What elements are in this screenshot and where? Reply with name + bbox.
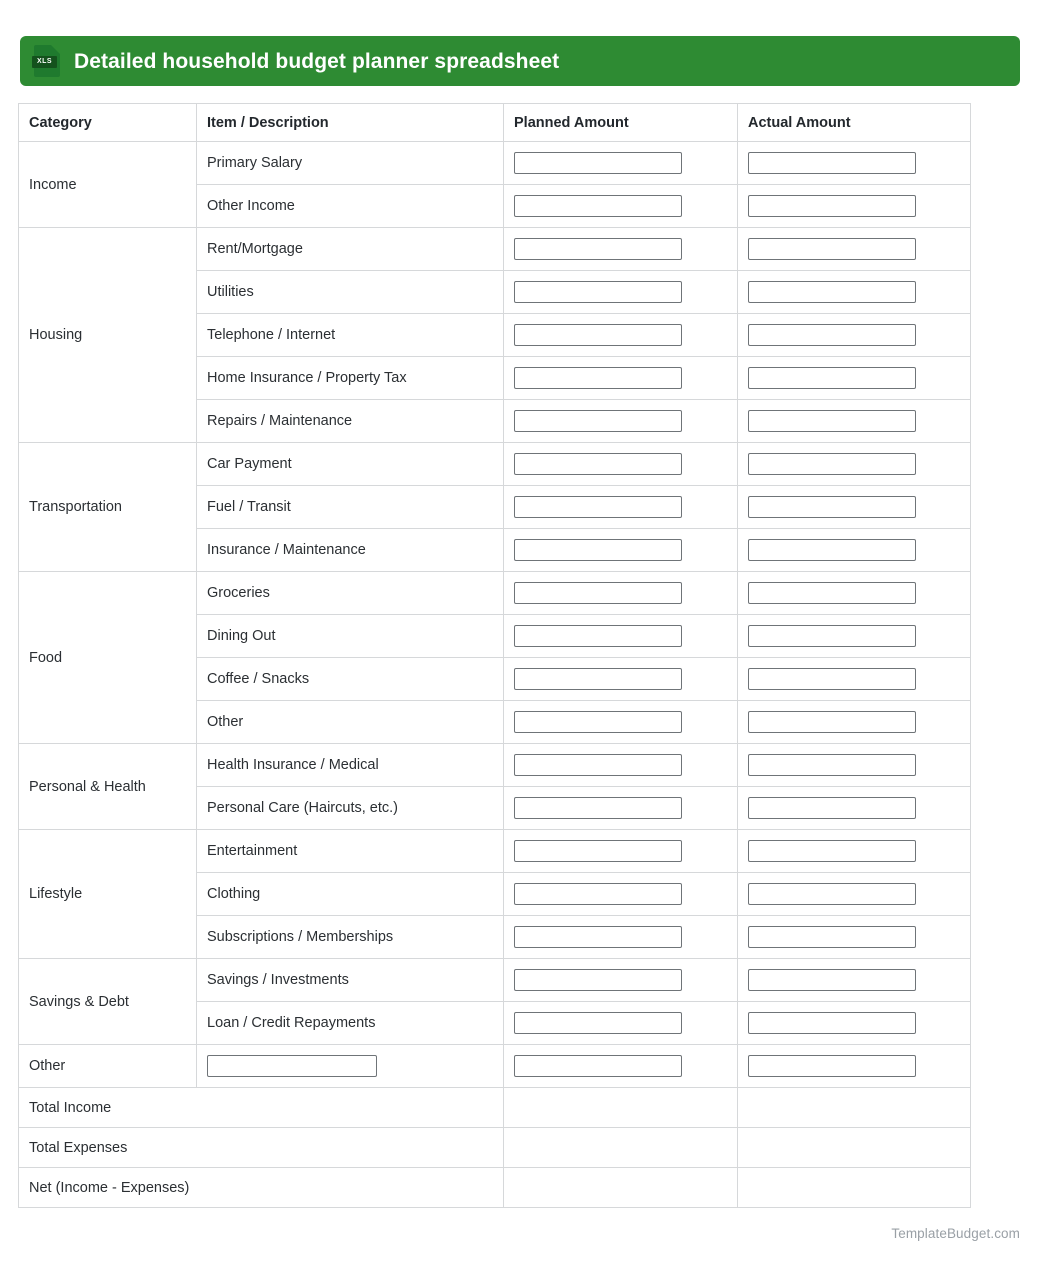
- item-description-cell-other: [197, 1045, 504, 1088]
- title-banner: [20, 36, 1020, 86]
- table-row: [19, 572, 971, 615]
- actual-amount-cell: [738, 873, 971, 916]
- actual-amount-cell: [738, 701, 971, 744]
- actual-amount-input[interactable]: [748, 238, 916, 260]
- planned-amount-input[interactable]: [514, 238, 682, 260]
- item-description-cell: Dining Out: [197, 615, 504, 658]
- planned-amount-input[interactable]: [514, 539, 682, 561]
- item-description-cell: Utilities: [197, 271, 504, 314]
- planned-amount-cell: [504, 443, 738, 486]
- planned-amount-cell: [504, 787, 738, 830]
- total-actual-cell: [738, 1088, 971, 1128]
- planned-amount-cell: [504, 1002, 738, 1045]
- actual-amount-cell: [738, 1045, 971, 1088]
- actual-amount-input[interactable]: [748, 539, 916, 561]
- planned-amount-cell: [504, 271, 738, 314]
- actual-amount-cell: [738, 916, 971, 959]
- table-total-row: [19, 1088, 971, 1128]
- item-description-cell: Groceries: [197, 572, 504, 615]
- item-description-cell: Home Insurance / Property Tax: [197, 357, 504, 400]
- total-planned-cell: [504, 1128, 738, 1168]
- item-description-cell: Rent/Mortgage: [197, 228, 504, 271]
- table-row: [19, 959, 971, 1002]
- actual-amount-input[interactable]: [748, 625, 916, 647]
- actual-amount-cell: [738, 572, 971, 615]
- planned-amount-input[interactable]: [514, 453, 682, 475]
- actual-amount-input[interactable]: [748, 797, 916, 819]
- item-description-cell: Other: [197, 701, 504, 744]
- actual-amount-input[interactable]: [748, 1055, 916, 1077]
- actual-amount-input[interactable]: [748, 496, 916, 518]
- actual-amount-input[interactable]: [748, 195, 916, 217]
- actual-amount-cell: [738, 830, 971, 873]
- total-actual-cell: [738, 1128, 971, 1168]
- planned-amount-cell: [504, 572, 738, 615]
- actual-amount-cell: [738, 744, 971, 787]
- table-row: [19, 744, 971, 787]
- actual-amount-cell: [738, 529, 971, 572]
- budget-table-wrapper: [18, 103, 970, 1208]
- total-label-cell: Total Income: [19, 1088, 504, 1128]
- item-description-cell: Fuel / Transit: [197, 486, 504, 529]
- actual-amount-cell: [738, 142, 971, 185]
- category-cell-other: Other: [19, 1045, 197, 1088]
- category-cell: Personal & Health: [19, 744, 197, 830]
- actual-amount-cell: [738, 400, 971, 443]
- table-row-other: [19, 1045, 971, 1088]
- actual-amount-input[interactable]: [748, 582, 916, 604]
- actual-amount-input[interactable]: [748, 754, 916, 776]
- planned-amount-input[interactable]: [514, 195, 682, 217]
- actual-amount-input[interactable]: [748, 324, 916, 346]
- planned-amount-input[interactable]: [514, 152, 682, 174]
- item-description-cell: Subscriptions / Memberships: [197, 916, 504, 959]
- planned-amount-input[interactable]: [514, 582, 682, 604]
- actual-amount-cell: [738, 443, 971, 486]
- planned-amount-cell: [504, 142, 738, 185]
- actual-amount-input[interactable]: [748, 367, 916, 389]
- item-description-cell: Entertainment: [197, 830, 504, 873]
- planned-amount-input[interactable]: [514, 711, 682, 733]
- actual-amount-cell: [738, 615, 971, 658]
- planned-amount-cell: [504, 830, 738, 873]
- category-cell: Lifestyle: [19, 830, 197, 959]
- actual-amount-cell: [738, 271, 971, 314]
- budget-table: [18, 103, 971, 1208]
- header-item-description: Item / Description: [197, 104, 504, 142]
- actual-amount-cell: [738, 787, 971, 830]
- table-row: [19, 443, 971, 486]
- planned-amount-input[interactable]: [514, 367, 682, 389]
- xls-badge-label: XLS: [32, 56, 57, 68]
- actual-amount-cell: [738, 1002, 971, 1045]
- header-planned-amount: Planned Amount: [504, 104, 738, 142]
- planned-amount-input[interactable]: [514, 883, 682, 905]
- planned-amount-input[interactable]: [514, 926, 682, 948]
- planned-amount-input[interactable]: [514, 1012, 682, 1034]
- planned-amount-cell: [504, 658, 738, 701]
- actual-amount-cell: [738, 486, 971, 529]
- category-cell: Savings & Debt: [19, 959, 197, 1045]
- actual-amount-cell: [738, 658, 971, 701]
- planned-amount-input[interactable]: [514, 969, 682, 991]
- planned-amount-cell: [504, 185, 738, 228]
- total-label-cell: Net (Income - Expenses): [19, 1168, 504, 1208]
- total-actual-cell: [738, 1168, 971, 1208]
- actual-amount-input[interactable]: [748, 926, 916, 948]
- actual-amount-cell: [738, 959, 971, 1002]
- category-cell: Housing: [19, 228, 197, 443]
- actual-amount-input[interactable]: [748, 1012, 916, 1034]
- item-description-cell: Primary Salary: [197, 142, 504, 185]
- planned-amount-input[interactable]: [514, 840, 682, 862]
- planned-amount-cell: [504, 959, 738, 1002]
- actual-amount-input[interactable]: [748, 410, 916, 432]
- actual-amount-input[interactable]: [748, 840, 916, 862]
- planned-amount-input[interactable]: [514, 496, 682, 518]
- actual-amount-cell: [738, 314, 971, 357]
- table-total-row: [19, 1128, 971, 1168]
- table-total-row: [19, 1168, 971, 1208]
- item-description-cell: Insurance / Maintenance: [197, 529, 504, 572]
- planned-amount-cell: [504, 228, 738, 271]
- item-description-cell: Coffee / Snacks: [197, 658, 504, 701]
- item-description-cell: Loan / Credit Repayments: [197, 1002, 504, 1045]
- planned-amount-cell: [504, 357, 738, 400]
- planned-amount-input[interactable]: [514, 668, 682, 690]
- item-description-cell: Telephone / Internet: [197, 314, 504, 357]
- actual-amount-cell: [738, 185, 971, 228]
- page-title: Detailed household budget planner spreadsheet: [74, 49, 560, 73]
- table-head: [19, 104, 971, 142]
- item-description-cell: Health Insurance / Medical: [197, 744, 504, 787]
- item-description-cell: Savings / Investments: [197, 959, 504, 1002]
- planned-amount-cell: [504, 1045, 738, 1088]
- planned-amount-cell: [504, 873, 738, 916]
- planned-amount-cell: [504, 615, 738, 658]
- category-cell: Transportation: [19, 443, 197, 572]
- planned-amount-input[interactable]: [514, 281, 682, 303]
- table-row: [19, 830, 971, 873]
- category-cell: Income: [19, 142, 197, 228]
- item-description-cell: Car Payment: [197, 443, 504, 486]
- xls-file-icon: [34, 45, 60, 77]
- table-header-row: [19, 104, 971, 142]
- planned-amount-cell: [504, 916, 738, 959]
- actual-amount-input[interactable]: [748, 969, 916, 991]
- total-label-cell: Total Expenses: [19, 1128, 504, 1168]
- planned-amount-cell: [504, 486, 738, 529]
- planned-amount-input[interactable]: [514, 754, 682, 776]
- actual-amount-input[interactable]: [748, 711, 916, 733]
- table-row: [19, 228, 971, 271]
- total-planned-cell: [504, 1168, 738, 1208]
- item-description-cell: Clothing: [197, 873, 504, 916]
- footer-brand: TemplateBudget.com: [891, 1226, 1020, 1241]
- header-actual-amount: Actual Amount: [738, 104, 971, 142]
- planned-amount-cell: [504, 744, 738, 787]
- category-cell: Food: [19, 572, 197, 744]
- item-description-cell: Other Income: [197, 185, 504, 228]
- planned-amount-input[interactable]: [514, 797, 682, 819]
- header-category: Category: [19, 104, 197, 142]
- planned-amount-cell: [504, 314, 738, 357]
- planned-amount-cell: [504, 400, 738, 443]
- actual-amount-input[interactable]: [748, 152, 916, 174]
- planned-amount-cell: [504, 701, 738, 744]
- actual-amount-input[interactable]: [748, 883, 916, 905]
- total-planned-cell: [504, 1088, 738, 1128]
- actual-amount-input[interactable]: [748, 281, 916, 303]
- actual-amount-input[interactable]: [748, 453, 916, 475]
- actual-amount-cell: [738, 228, 971, 271]
- item-description-cell: Personal Care (Haircuts, etc.): [197, 787, 504, 830]
- planned-amount-input[interactable]: [514, 1055, 682, 1077]
- actual-amount-input[interactable]: [748, 668, 916, 690]
- item-description-cell: Repairs / Maintenance: [197, 400, 504, 443]
- planned-amount-input[interactable]: [514, 324, 682, 346]
- planned-amount-cell: [504, 529, 738, 572]
- planned-amount-input[interactable]: [514, 410, 682, 432]
- planned-amount-input[interactable]: [514, 625, 682, 647]
- table-body: [19, 142, 971, 1208]
- table-row: [19, 142, 971, 185]
- actual-amount-cell: [738, 357, 971, 400]
- other-item-input[interactable]: [207, 1055, 377, 1077]
